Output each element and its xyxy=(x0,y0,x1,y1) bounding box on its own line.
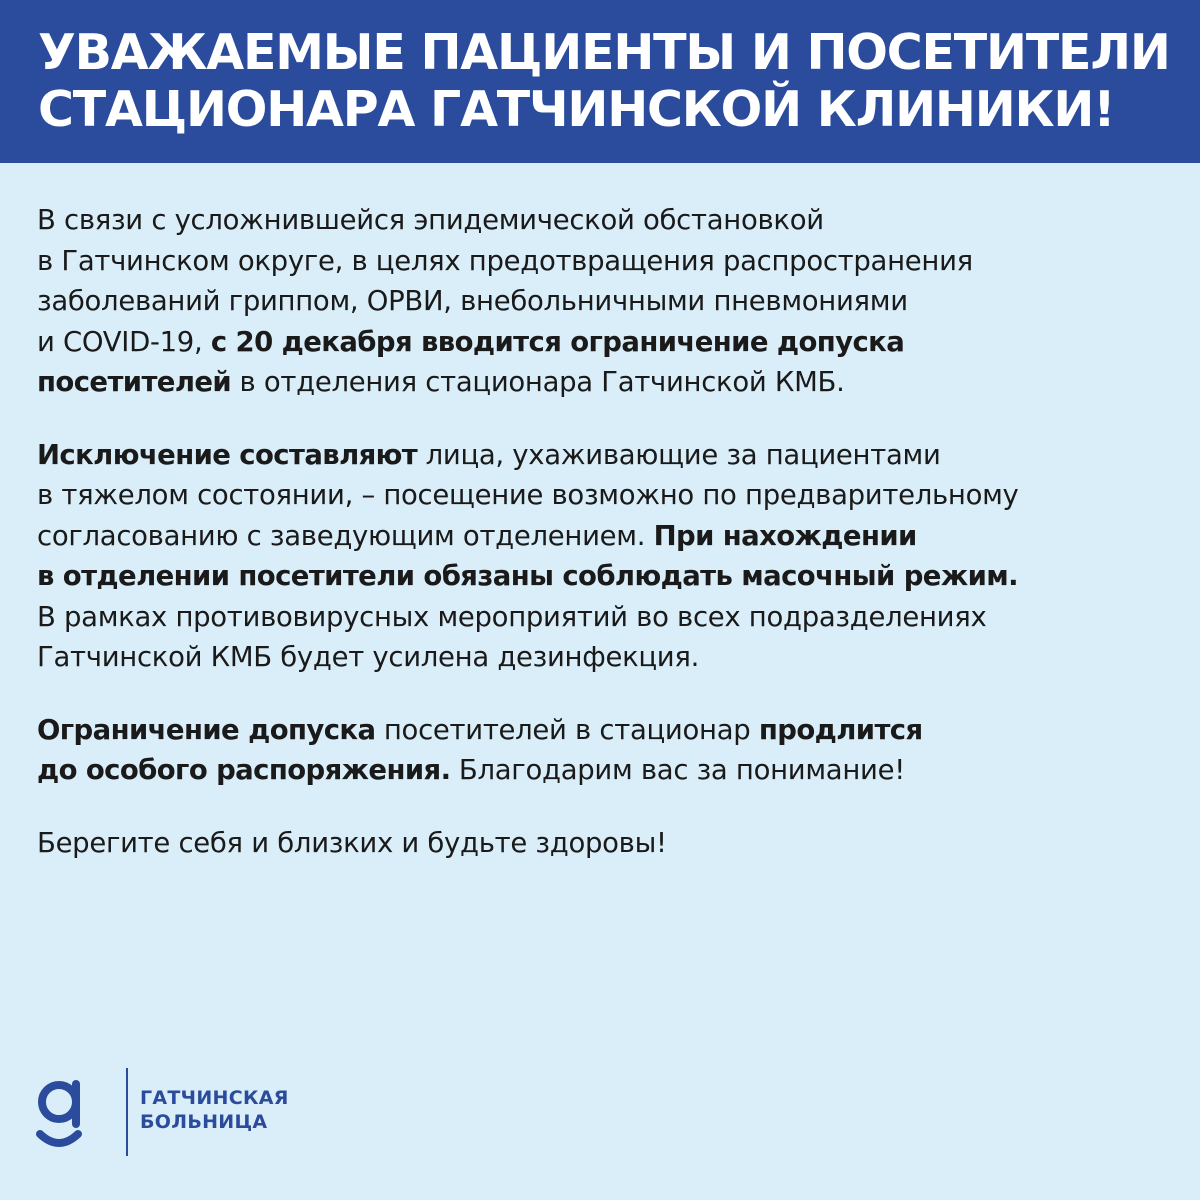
logo-text-line-2: БОЛЬНИЦА xyxy=(140,1111,268,1133)
paragraph-restriction xyxy=(37,200,1177,403)
text-line: в тяжелом состоянии, – посещение возможно по предварительному xyxy=(37,479,1019,511)
text-line xyxy=(37,750,1177,791)
header-title-line-2: СТАЦИОНАРА ГАТЧИНСКОЙ КЛИНИКИ! xyxy=(38,81,1115,138)
bold-text-segment: продлится xyxy=(758,713,923,746)
notice-body xyxy=(37,200,1177,895)
text-segment: Благодарим вас за понимание! xyxy=(450,754,905,786)
text-segment: в отделения стационара Гатчинской КМБ. xyxy=(231,366,845,398)
logo-text-line-1: ГАТЧИНСКАЯ xyxy=(140,1087,289,1109)
bold-text-segment: Ограничение допуска xyxy=(37,713,376,746)
text-line xyxy=(37,516,1177,557)
letter-g-logo-icon xyxy=(34,1078,84,1150)
text-line xyxy=(37,362,1177,403)
bold-text-segment: до особого распоряжения. xyxy=(37,754,451,786)
header-title-line-1: УВАЖАЕМЫЕ ПАЦИЕНТЫ И ПОСЕТИТЕЛИ xyxy=(38,24,1170,81)
hospital-logo xyxy=(34,1068,289,1158)
text-line: В связи с усложнившейся эпидемической обстановкой xyxy=(37,204,824,236)
text-line: Берегите себя и близких и будьте здоровы! xyxy=(37,826,667,859)
logo-wordmark xyxy=(140,1086,289,1134)
text-segment: посетителей в стационар xyxy=(375,713,759,746)
bold-text-segment: посетителей xyxy=(37,366,232,398)
logo-divider xyxy=(126,1068,128,1156)
text-line xyxy=(37,556,1177,597)
text-line: Гатчинской КМБ будет усилена дезинфекция. xyxy=(37,641,700,673)
bold-text-segment: с 20 декабря вводится ограничение допуска xyxy=(210,325,905,358)
bold-text-segment: При нахождении xyxy=(653,519,917,552)
text-segment: лица, ухаживающие за пациентами xyxy=(417,438,941,471)
paragraph-closing xyxy=(37,823,1177,864)
text-line: заболеваний гриппом, ОРВИ, внебольничными пневмониями xyxy=(37,285,908,317)
text-line: В рамках противовирусных мероприятий во всех подразделениях xyxy=(37,600,987,633)
text-line xyxy=(37,322,1177,363)
text-segment: и COVID-19, xyxy=(37,325,211,358)
text-line xyxy=(37,435,1177,476)
bold-text-segment: в отделении посетители обязаны соблюдать масочный режим. xyxy=(37,560,1018,592)
header-banner xyxy=(0,0,1200,163)
text-line xyxy=(37,710,1177,751)
paragraph-exception xyxy=(37,435,1177,678)
text-segment: согласованию с заведующим отделением. xyxy=(37,519,654,552)
bold-text-segment: Исключение составляют xyxy=(37,438,418,471)
paragraph-duration xyxy=(37,710,1177,791)
text-line: в Гатчинском округе, в целях предотвращения распространения xyxy=(37,244,973,277)
